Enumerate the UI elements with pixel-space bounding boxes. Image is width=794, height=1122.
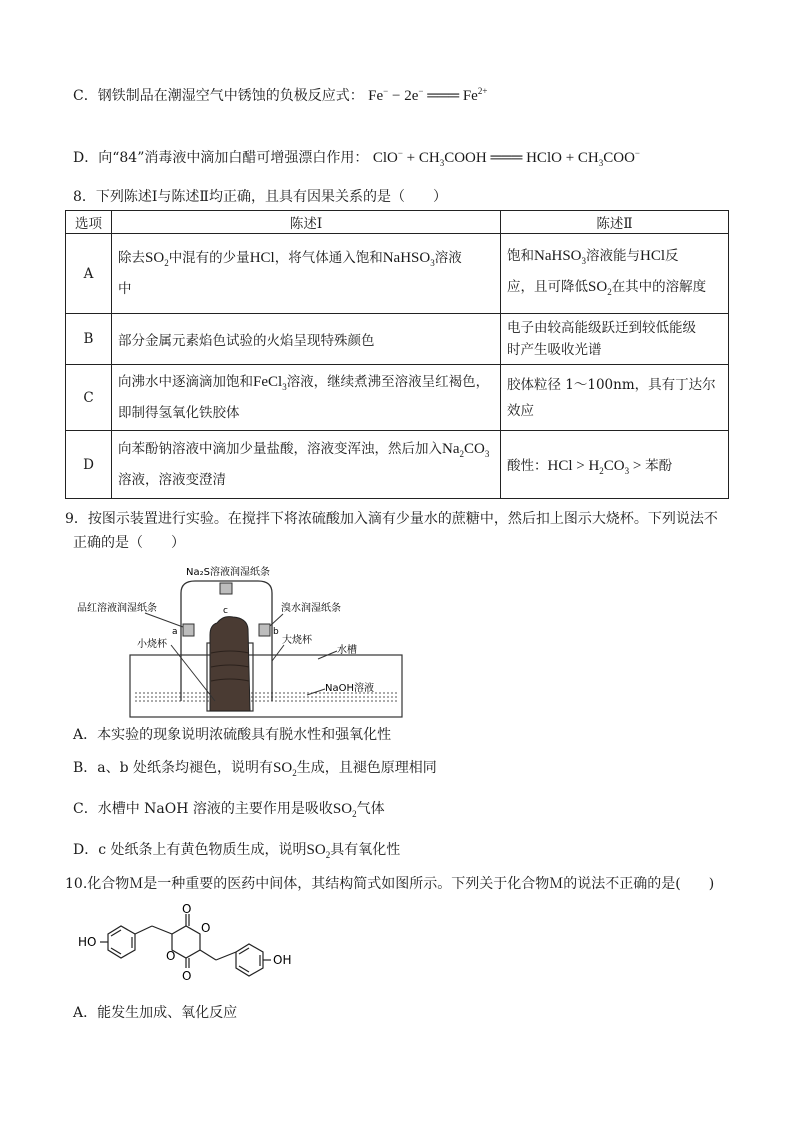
label-a: a: [172, 627, 178, 637]
row-d-option: D: [66, 431, 112, 499]
q7-c-equation: Fe− − 2e− ═══ $Fe^{2+}$: [368, 86, 488, 104]
row-a-statement-1: 除去$SO_2$中混有的少量HCl，将气体通入饱和NaHSO$_3$溶液 中: [112, 234, 501, 314]
row-a-option: A: [66, 234, 112, 314]
header-statement-2: 陈述Ⅱ: [501, 211, 729, 234]
carbonized-sugar: [210, 617, 250, 711]
q8-stem: 8．下列陈述Ⅰ与陈述Ⅱ均正确，且具有因果关系的是（ ）: [73, 189, 447, 205]
table-row: [66, 365, 729, 431]
carbonyl-o-top: O: [182, 902, 192, 916]
carbonyl-o-bottom: O: [182, 969, 192, 983]
label-trough: 水槽: [337, 645, 357, 656]
header-option: 选项: [66, 211, 112, 234]
row-d-statement-1: 向苯酚钠溶液中滴加少量盐酸，溶液变浑浊，然后加入$Na_2CO_3$ 溶液，溶液变澄清: [112, 431, 501, 499]
q7-option-d: D．向“84”消毒液中滴加白醋可增强漂白作用： $ClO^- + CH_3COOH$ ═══ HClO + $CH_3COO^-$: [73, 148, 640, 168]
paper-strip-a: [183, 624, 194, 636]
label-small-beaker: 小烧杯: [137, 639, 167, 650]
label-c: c: [223, 606, 228, 616]
row-c-statement-2: 胶体粒径 1～100nm，具有丁达尔 效应: [501, 365, 729, 431]
label-xiushui-strip: 溴水润湿纸条: [281, 603, 341, 614]
q9-option-d: D．c 处纸条上有黄色物质生成，说明$SO_2$具有氧化性: [73, 842, 401, 860]
ho-left-label: HO: [78, 935, 97, 949]
label-pinhong-strip: 品红溶液润湿纸条: [77, 603, 157, 614]
table-row: [66, 314, 729, 365]
q10-stem: 10.化合物Ｍ是一种重要的医药中间体，其结构简式如图所示。下列关于化合物Ｍ的说法不正确的是( ): [65, 876, 715, 892]
row-b-statement-2: 电子由较高能级跃迁到较低能级 时产生吸收光谱: [501, 314, 729, 365]
table-row: [66, 431, 729, 499]
label-b: b: [273, 627, 279, 637]
q10-option-a: A．能发生加成、氧化反应: [73, 1005, 238, 1021]
q8-table: [65, 210, 729, 499]
ring-o-left: O: [166, 949, 176, 963]
paper-strip-c: [220, 583, 232, 594]
paper-strip-b: [259, 624, 270, 636]
row-d-statement-2: 酸性：HCl > $H_2CO_3$ > 苯酚: [501, 431, 729, 499]
header-statement-1: 陈述Ⅰ: [112, 211, 501, 234]
row-b-statement-1: 部分金属元素焰色试验的火焰呈现特殊颜色: [112, 314, 501, 365]
oh-right-label: OH: [273, 953, 292, 967]
q9-stem-cont: 正确的是（ ）: [73, 535, 185, 551]
label-naoh-solution: NaOH溶液: [325, 683, 374, 694]
label-na2s-strip: Na₂S溶液润湿纸条: [186, 567, 270, 578]
row-b-option: B: [66, 314, 112, 365]
q9-option-b: B．a、b 处纸条均褪色，说明有$SO_2$生成，且褪色原理相同: [73, 760, 437, 778]
table-header-row: [66, 211, 729, 234]
q10-structure-figure: [78, 902, 328, 990]
label-big-beaker: 大烧杯: [282, 635, 312, 646]
table-row: [66, 234, 729, 314]
row-a-statement-2: 饱和NaHSO$_3$溶液能与HCl反 应，且可降低$SO_2$在其中的溶解度: [501, 234, 729, 314]
row-c-option: C: [66, 365, 112, 431]
ring-o-right: O: [201, 921, 211, 935]
q9-apparatus-figure: [75, 563, 415, 725]
q9-option-c: C．水槽中 NaOH 溶液的主要作用是吸收$SO_2$气体: [73, 801, 385, 819]
row-c-statement-1: 向沸水中逐滴滴加饱和FeCl$_3$溶液，继续煮沸至溶液呈红褐色， 即制得氢氧化铁胶体: [112, 365, 501, 431]
q7-option-c: C．钢铁制品在潮湿空气中锈蚀的负极反应式： Fe− − 2e− ═══ $Fe^{2+}$: [73, 86, 488, 104]
q9-option-a: A．本实验的现象说明浓硫酸具有脱水性和强氧化性: [73, 727, 392, 743]
q9-stem: 9．按图示装置进行实验。在搅拌下将浓硫酸加入滴有少量水的蔗糖中，然后扣上图示大烧杯。下列说法不: [65, 511, 718, 527]
q7-d-equation: $ClO^- + CH_3COOH$ ═══ HClO + $CH_3COO^-$: [372, 148, 640, 168]
